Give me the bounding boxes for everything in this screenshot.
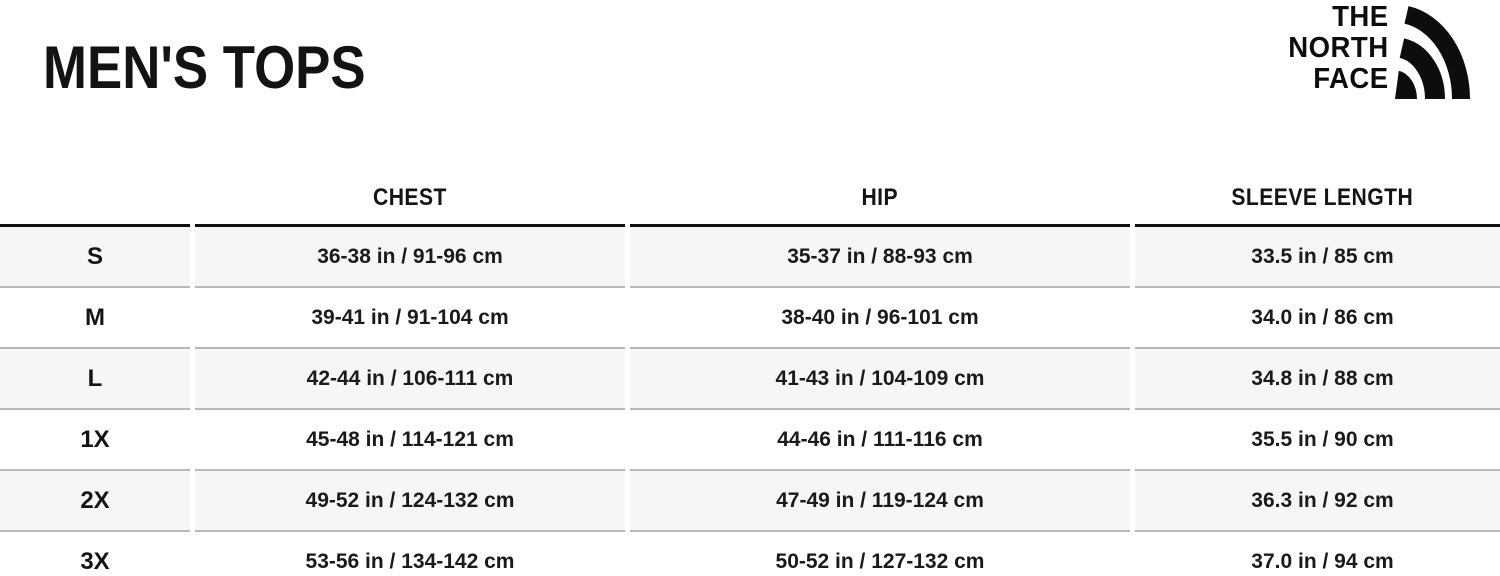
column-header-hip: HIP (630, 172, 1130, 227)
hip-cell: 44-46 in / 111-116 cm (630, 410, 1130, 471)
size-cell: 1X (0, 410, 190, 471)
page-title: MEN'S TOPS (43, 34, 366, 101)
logo-line-north: NORTH (1288, 32, 1389, 64)
hip-cell: 50-52 in / 127-132 cm (630, 532, 1130, 576)
column-header-sleeve-length: SLEEVE LENGTH (1135, 172, 1500, 227)
hip-cell: 41-43 in / 104-109 cm (630, 349, 1130, 410)
chest-cell: 45-48 in / 114-121 cm (195, 410, 625, 471)
chest-cell: 39-41 in / 91-104 cm (195, 288, 625, 349)
header-row (0, 172, 1500, 227)
sleeve-cell: 33.5 in / 85 cm (1135, 227, 1500, 288)
sleeve-cell: 35.5 in / 90 cm (1135, 410, 1500, 471)
logo-line-the: THE (1332, 1, 1389, 33)
sleeve-cell: 36.3 in / 92 cm (1135, 471, 1500, 532)
hip-cell: 47-49 in / 119-124 cm (630, 471, 1130, 532)
chest-cell: 53-56 in / 134-142 cm (195, 532, 625, 576)
size-cell: 2X (0, 471, 190, 532)
table-row-1x (0, 410, 1500, 471)
table-row-l (0, 349, 1500, 410)
size-table (0, 172, 1500, 576)
page-header (0, 0, 1500, 172)
hip-cell: 38-40 in / 96-101 cm (630, 288, 1130, 349)
size-cell: S (0, 227, 190, 288)
size-cell: M (0, 288, 190, 349)
sleeve-cell: 37.0 in / 94 cm (1135, 532, 1500, 576)
size-chart (0, 172, 1500, 576)
half-dome-icon (1395, 2, 1470, 99)
table-row-s (0, 227, 1500, 288)
logo-line-face: FACE (1313, 63, 1389, 95)
sleeve-cell: 34.0 in / 86 cm (1135, 288, 1500, 349)
size-cell: 3X (0, 532, 190, 576)
column-header-chest: CHEST (195, 172, 625, 227)
size-cell: L (0, 349, 190, 410)
chest-cell: 42-44 in / 106-111 cm (195, 349, 625, 410)
hip-cell: 35-37 in / 88-93 cm (630, 227, 1130, 288)
table-row-3x (0, 532, 1500, 576)
sleeve-cell: 34.8 in / 88 cm (1135, 349, 1500, 410)
chest-cell: 36-38 in / 91-96 cm (195, 227, 625, 288)
logo-wordmark (1289, 2, 1389, 95)
chest-cell: 49-52 in / 124-132 cm (195, 471, 625, 532)
column-header-size (0, 172, 190, 227)
table-row-2x (0, 471, 1500, 532)
brand-logo (1283, 2, 1470, 99)
table-row-m (0, 288, 1500, 349)
